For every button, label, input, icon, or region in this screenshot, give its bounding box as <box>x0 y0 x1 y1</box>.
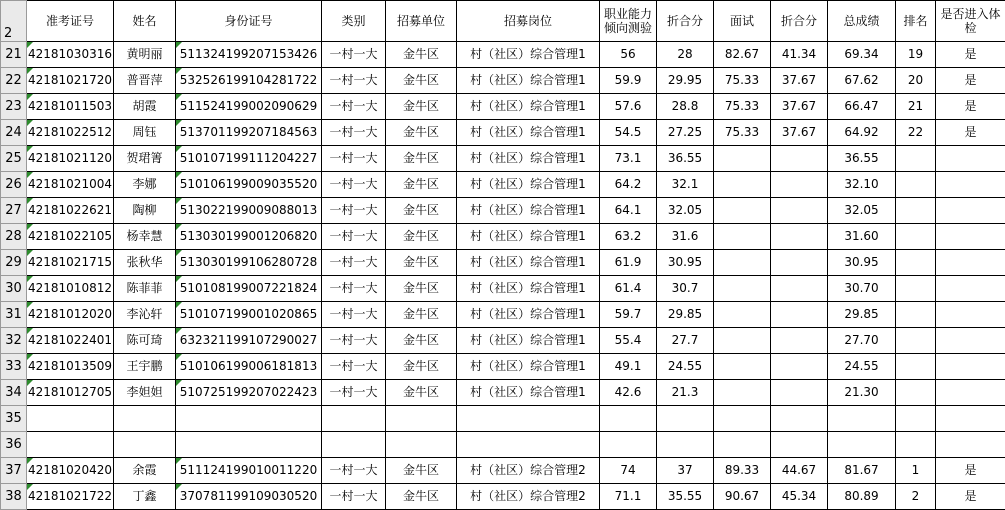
row-number[interactable]: 22 <box>1 68 27 94</box>
cell-post[interactable]: 村（社区）综合管理1 <box>457 146 600 172</box>
cell-category[interactable]: 一村一大 <box>322 354 386 380</box>
cell-aptitude-score[interactable]: 63.2 <box>600 224 657 250</box>
cell-total[interactable]: 21.30 <box>828 380 896 406</box>
cell-medical-check[interactable]: 是 <box>936 94 1005 120</box>
cell-id-card[interactable]: 510107199001020865 <box>176 302 322 328</box>
cell-medical-check[interactable]: 是 <box>936 458 1005 484</box>
cell-converted-score-1[interactable]: 37 <box>657 458 714 484</box>
cell-rank[interactable] <box>896 328 936 354</box>
cell-total[interactable]: 66.47 <box>828 94 896 120</box>
cell-unit[interactable]: 金牛区 <box>386 172 457 198</box>
cell-name[interactable]: 张秋华 <box>114 250 176 276</box>
cell-converted-score-1[interactable]: 30.7 <box>657 276 714 302</box>
header-cell-converted-score-1[interactable]: 折合分 <box>657 1 714 42</box>
cell-id-card[interactable]: 370781199109030520 <box>176 484 322 510</box>
row-number[interactable]: 23 <box>1 94 27 120</box>
cell-interview[interactable]: 89.33 <box>714 458 771 484</box>
cell-medical-check[interactable] <box>936 432 1005 458</box>
cell-medical-check[interactable] <box>936 302 1005 328</box>
cell-total[interactable]: 64.92 <box>828 120 896 146</box>
row-number[interactable]: 25 <box>1 146 27 172</box>
row-number[interactable]: 35 <box>1 406 27 432</box>
cell-converted-score-1[interactable]: 28.8 <box>657 94 714 120</box>
cell-medical-check[interactable]: 是 <box>936 120 1005 146</box>
cell-rank[interactable] <box>896 224 936 250</box>
cell-aptitude-score[interactable] <box>600 432 657 458</box>
header-cell-medical-check[interactable]: 是否进入体检 <box>936 1 1005 42</box>
cell-name[interactable]: 普晋萍 <box>114 68 176 94</box>
cell-interview[interactable] <box>714 276 771 302</box>
cell-medical-check[interactable] <box>936 276 1005 302</box>
cell-rank[interactable] <box>896 354 936 380</box>
cell-category[interactable]: 一村一大 <box>322 146 386 172</box>
cell-aptitude-score[interactable]: 55.4 <box>600 328 657 354</box>
cell-unit[interactable]: 金牛区 <box>386 146 457 172</box>
cell-aptitude-score[interactable]: 59.7 <box>600 302 657 328</box>
cell-unit[interactable] <box>386 432 457 458</box>
table-row <box>1 94 1005 120</box>
cell-exam-id[interactable] <box>27 432 114 458</box>
cell-converted-score-1[interactable]: 29.95 <box>657 68 714 94</box>
cell-id-card[interactable]: 513030199001206820 <box>176 224 322 250</box>
cell-converted-score-2[interactable] <box>771 146 828 172</box>
header-cell-name[interactable]: 姓名 <box>114 1 176 42</box>
cell-exam-id[interactable]: 42181021720 <box>27 68 114 94</box>
cell-post[interactable]: 村（社区）综合管理1 <box>457 198 600 224</box>
cell-rank[interactable] <box>896 276 936 302</box>
cell-unit[interactable]: 金牛区 <box>386 94 457 120</box>
cell-unit[interactable]: 金牛区 <box>386 42 457 68</box>
cell-total[interactable]: 81.67 <box>828 458 896 484</box>
header-cell-unit[interactable]: 招募单位 <box>386 1 457 42</box>
table-row <box>1 146 1005 172</box>
cell-unit[interactable]: 金牛区 <box>386 224 457 250</box>
cell-unit[interactable]: 金牛区 <box>386 458 457 484</box>
cell-interview[interactable] <box>714 432 771 458</box>
cell-post[interactable]: 村（社区）综合管理1 <box>457 276 600 302</box>
cell-exam-id[interactable]: 42181022512 <box>27 120 114 146</box>
cell-interview[interactable]: 90.67 <box>714 484 771 510</box>
cell-converted-score-2[interactable] <box>771 406 828 432</box>
table-row <box>1 380 1005 406</box>
cell-name[interactable]: 杨幸慧 <box>114 224 176 250</box>
cell-total[interactable] <box>828 432 896 458</box>
cell-converted-score-2[interactable]: 41.34 <box>771 42 828 68</box>
cell-interview[interactable] <box>714 380 771 406</box>
cell-rank[interactable] <box>896 432 936 458</box>
cell-converted-score-2[interactable] <box>771 328 828 354</box>
row-number[interactable]: 2 <box>1 1 27 42</box>
row-number[interactable]: 28 <box>1 224 27 250</box>
cell-total[interactable]: 30.95 <box>828 250 896 276</box>
cell-interview[interactable] <box>714 198 771 224</box>
cell-aptitude-score[interactable]: 74 <box>600 458 657 484</box>
row-number[interactable]: 29 <box>1 250 27 276</box>
cell-converted-score-2[interactable]: 37.67 <box>771 94 828 120</box>
cell-category[interactable] <box>322 432 386 458</box>
cell-category[interactable]: 一村一大 <box>322 94 386 120</box>
cell-rank[interactable] <box>896 172 936 198</box>
row-number[interactable]: 36 <box>1 432 27 458</box>
cell-unit[interactable]: 金牛区 <box>386 380 457 406</box>
cell-category[interactable]: 一村一大 <box>322 328 386 354</box>
cell-post[interactable]: 村（社区）综合管理1 <box>457 94 600 120</box>
cell-post[interactable]: 村（社区）综合管理1 <box>457 302 600 328</box>
cell-converted-score-1[interactable]: 27.7 <box>657 328 714 354</box>
table-row <box>1 354 1005 380</box>
cell-total[interactable]: 27.70 <box>828 328 896 354</box>
cell-aptitude-score[interactable]: 64.1 <box>600 198 657 224</box>
cell-medical-check[interactable]: 是 <box>936 484 1005 510</box>
cell-total[interactable]: 24.55 <box>828 354 896 380</box>
cell-id-card[interactable] <box>176 406 322 432</box>
cell-post[interactable]: 村（社区）综合管理1 <box>457 42 600 68</box>
cell-converted-score-1[interactable]: 21.3 <box>657 380 714 406</box>
cell-unit[interactable]: 金牛区 <box>386 250 457 276</box>
cell-unit[interactable]: 金牛区 <box>386 354 457 380</box>
cell-rank[interactable] <box>896 250 936 276</box>
cell-medical-check[interactable] <box>936 172 1005 198</box>
cell-medical-check[interactable] <box>936 250 1005 276</box>
row-number[interactable]: 30 <box>1 276 27 302</box>
cell-rank[interactable] <box>896 198 936 224</box>
cell-category[interactable]: 一村一大 <box>322 68 386 94</box>
cell-exam-id[interactable]: 42181013509 <box>27 354 114 380</box>
table-row <box>1 406 1005 432</box>
cell-post[interactable]: 村（社区）综合管理1 <box>457 380 600 406</box>
cell-converted-score-1[interactable]: 31.6 <box>657 224 714 250</box>
row-number[interactable]: 27 <box>1 198 27 224</box>
cell-aptitude-score[interactable]: 64.2 <box>600 172 657 198</box>
cell-medical-check[interactable] <box>936 380 1005 406</box>
row-number[interactable]: 26 <box>1 172 27 198</box>
cell-exam-id[interactable]: 42181021722 <box>27 484 114 510</box>
cell-converted-score-1[interactable]: 24.55 <box>657 354 714 380</box>
cell-name[interactable]: 李妲妲 <box>114 380 176 406</box>
cell-name[interactable]: 余霞 <box>114 458 176 484</box>
cell-name[interactable]: 黄明丽 <box>114 42 176 68</box>
cell-converted-score-2[interactable]: 45.34 <box>771 484 828 510</box>
cell-medical-check[interactable] <box>936 224 1005 250</box>
cell-exam-id[interactable]: 42181022401 <box>27 328 114 354</box>
cell-interview[interactable] <box>714 354 771 380</box>
cell-converted-score-2[interactable] <box>771 432 828 458</box>
cell-unit[interactable] <box>386 406 457 432</box>
cell-id-card[interactable]: 511324199207153426 <box>176 42 322 68</box>
cell-unit[interactable]: 金牛区 <box>386 328 457 354</box>
cell-category[interactable]: 一村一大 <box>322 302 386 328</box>
cell-converted-score-2[interactable] <box>771 172 828 198</box>
cell-converted-score-1[interactable] <box>657 432 714 458</box>
cell-converted-score-1[interactable]: 32.05 <box>657 198 714 224</box>
cell-exam-id[interactable]: 42181020420 <box>27 458 114 484</box>
cell-aptitude-score[interactable] <box>600 406 657 432</box>
cell-name[interactable]: 陶柳 <box>114 198 176 224</box>
cell-rank[interactable]: 19 <box>896 42 936 68</box>
cell-id-card[interactable]: 511124199010011220 <box>176 458 322 484</box>
cell-id-card[interactable]: 532526199104281722 <box>176 68 322 94</box>
cell-rank[interactable] <box>896 406 936 432</box>
table-row <box>1 458 1005 484</box>
cell-id-card[interactable]: 632321199107290027 <box>176 328 322 354</box>
cell-interview[interactable] <box>714 406 771 432</box>
cell-id-card[interactable]: 510106199009035520 <box>176 172 322 198</box>
cell-total[interactable]: 36.55 <box>828 146 896 172</box>
cell-post[interactable]: 村（社区）综合管理2 <box>457 484 600 510</box>
row-number[interactable]: 37 <box>1 458 27 484</box>
cell-medical-check[interactable] <box>936 328 1005 354</box>
cell-unit[interactable]: 金牛区 <box>386 302 457 328</box>
cell-id-card[interactable]: 513030199106280728 <box>176 250 322 276</box>
cell-rank[interactable]: 1 <box>896 458 936 484</box>
cell-total[interactable]: 32.10 <box>828 172 896 198</box>
cell-aptitude-score[interactable]: 56 <box>600 42 657 68</box>
cell-medical-check[interactable] <box>936 354 1005 380</box>
cell-category[interactable]: 一村一大 <box>322 380 386 406</box>
cell-exam-id[interactable]: 42181021004 <box>27 172 114 198</box>
cell-converted-score-1[interactable]: 36.55 <box>657 146 714 172</box>
cell-post[interactable]: 村（社区）综合管理1 <box>457 172 600 198</box>
cell-id-card[interactable]: 510725199207022423 <box>176 380 322 406</box>
cell-name[interactable] <box>114 432 176 458</box>
cell-id-card[interactable]: 513022199009088013 <box>176 198 322 224</box>
cell-post[interactable]: 村（社区）综合管理1 <box>457 224 600 250</box>
cell-name[interactable]: 陈菲菲 <box>114 276 176 302</box>
cell-converted-score-2[interactable]: 44.67 <box>771 458 828 484</box>
row-number[interactable]: 31 <box>1 302 27 328</box>
cell-category[interactable]: 一村一大 <box>322 250 386 276</box>
cell-interview[interactable]: 75.33 <box>714 68 771 94</box>
cell-exam-id[interactable]: 42181010812 <box>27 276 114 302</box>
cell-aptitude-score[interactable]: 57.6 <box>600 94 657 120</box>
cell-aptitude-score[interactable]: 59.9 <box>600 68 657 94</box>
cell-medical-check[interactable]: 是 <box>936 42 1005 68</box>
cell-exam-id[interactable]: 42181011503 <box>27 94 114 120</box>
cell-medical-check[interactable] <box>936 198 1005 224</box>
cell-post[interactable]: 村（社区）综合管理1 <box>457 68 600 94</box>
cell-rank[interactable]: 22 <box>896 120 936 146</box>
cell-aptitude-score[interactable]: 71.1 <box>600 484 657 510</box>
row-number[interactable]: 33 <box>1 354 27 380</box>
cell-category[interactable]: 一村一大 <box>322 224 386 250</box>
cell-total[interactable]: 29.85 <box>828 302 896 328</box>
cell-id-card[interactable]: 510107199111204227 <box>176 146 322 172</box>
table-row <box>1 224 1005 250</box>
header-cell-interview[interactable]: 面试 <box>714 1 771 42</box>
cell-interview[interactable] <box>714 224 771 250</box>
cell-interview[interactable]: 75.33 <box>714 94 771 120</box>
cell-name[interactable]: 李娜 <box>114 172 176 198</box>
cell-converted-score-1[interactable]: 28 <box>657 42 714 68</box>
header-cell-aptitude-score[interactable]: 职业能力倾向测验 <box>600 1 657 42</box>
cell-name[interactable]: 李沁轩 <box>114 302 176 328</box>
header-cell-converted-score-2[interactable]: 折合分 <box>771 1 828 42</box>
header-row <box>1 1 1005 42</box>
cell-post[interactable]: 村（社区）综合管理1 <box>457 328 600 354</box>
cell-exam-id[interactable]: 42181022105 <box>27 224 114 250</box>
header-cell-category[interactable]: 类别 <box>322 1 386 42</box>
cell-unit[interactable]: 金牛区 <box>386 120 457 146</box>
cell-interview[interactable] <box>714 250 771 276</box>
cell-rank[interactable]: 2 <box>896 484 936 510</box>
table-row <box>1 68 1005 94</box>
cell-category[interactable]: 一村一大 <box>322 42 386 68</box>
cell-id-card[interactable] <box>176 432 322 458</box>
table-row <box>1 276 1005 302</box>
cell-unit[interactable]: 金牛区 <box>386 276 457 302</box>
table-row <box>1 198 1005 224</box>
cell-id-card[interactable]: 510106199006181813 <box>176 354 322 380</box>
cell-total[interactable] <box>828 406 896 432</box>
cell-total[interactable]: 80.89 <box>828 484 896 510</box>
cell-converted-score-2[interactable] <box>771 276 828 302</box>
cell-converted-score-2[interactable] <box>771 354 828 380</box>
cell-name[interactable]: 贺珺箐 <box>114 146 176 172</box>
cell-name[interactable]: 丁鑫 <box>114 484 176 510</box>
cell-interview[interactable]: 82.67 <box>714 42 771 68</box>
header-cell-id-card[interactable]: 身份证号 <box>176 1 322 42</box>
cell-interview[interactable] <box>714 302 771 328</box>
cell-category[interactable]: 一村一大 <box>322 458 386 484</box>
cell-exam-id[interactable]: 42181012705 <box>27 380 114 406</box>
table-row <box>1 120 1005 146</box>
cell-interview[interactable] <box>714 328 771 354</box>
cell-interview[interactable] <box>714 146 771 172</box>
cell-converted-score-2[interactable] <box>771 380 828 406</box>
cell-converted-score-2[interactable]: 37.67 <box>771 120 828 146</box>
row-number[interactable]: 34 <box>1 380 27 406</box>
cell-id-card[interactable]: 510108199007221824 <box>176 276 322 302</box>
cell-post[interactable] <box>457 432 600 458</box>
cell-name[interactable] <box>114 406 176 432</box>
cell-exam-id[interactable]: 42181021715 <box>27 250 114 276</box>
cell-aptitude-score[interactable]: 61.4 <box>600 276 657 302</box>
row-number[interactable]: 21 <box>1 42 27 68</box>
cell-post[interactable]: 村（社区）综合管理1 <box>457 120 600 146</box>
table-row <box>1 302 1005 328</box>
cell-rank[interactable]: 21 <box>896 94 936 120</box>
header-cell-post[interactable]: 招募岗位 <box>457 1 600 42</box>
cell-aptitude-score[interactable]: 49.1 <box>600 354 657 380</box>
cell-exam-id[interactable]: 42181030316 <box>27 42 114 68</box>
row-number[interactable]: 24 <box>1 120 27 146</box>
cell-converted-score-1[interactable]: 29.85 <box>657 302 714 328</box>
cell-category[interactable] <box>322 406 386 432</box>
table-row <box>1 328 1005 354</box>
cell-rank[interactable]: 20 <box>896 68 936 94</box>
cell-name[interactable]: 胡霞 <box>114 94 176 120</box>
cell-converted-score-2[interactable]: 37.67 <box>771 68 828 94</box>
row-number[interactable]: 38 <box>1 484 27 510</box>
header-cell-exam-id[interactable]: 准考证号 <box>27 1 114 42</box>
cell-medical-check[interactable] <box>936 406 1005 432</box>
cell-unit[interactable]: 金牛区 <box>386 484 457 510</box>
cell-post[interactable] <box>457 406 600 432</box>
cell-total[interactable]: 67.62 <box>828 68 896 94</box>
table-row <box>1 172 1005 198</box>
cell-category[interactable]: 一村一大 <box>322 484 386 510</box>
cell-total[interactable]: 30.70 <box>828 276 896 302</box>
cell-interview[interactable]: 75.33 <box>714 120 771 146</box>
header-cell-rank[interactable]: 排名 <box>896 1 936 42</box>
cell-category[interactable]: 一村一大 <box>322 276 386 302</box>
cell-exam-id[interactable]: 42181022621 <box>27 198 114 224</box>
cell-id-card[interactable]: 511524199002090629 <box>176 94 322 120</box>
cell-post[interactable]: 村（社区）综合管理1 <box>457 250 600 276</box>
header-cell-total[interactable]: 总成绩 <box>828 1 896 42</box>
cell-converted-score-1[interactable]: 35.55 <box>657 484 714 510</box>
table-row <box>1 484 1005 510</box>
cell-rank[interactable] <box>896 146 936 172</box>
cell-aptitude-score[interactable]: 73.1 <box>600 146 657 172</box>
cell-category[interactable]: 一村一大 <box>322 198 386 224</box>
cell-total[interactable]: 69.34 <box>828 42 896 68</box>
cell-aptitude-score[interactable]: 61.9 <box>600 250 657 276</box>
cell-name[interactable]: 陈可琦 <box>114 328 176 354</box>
cell-name[interactable]: 周钰 <box>114 120 176 146</box>
table-row <box>1 250 1005 276</box>
cell-medical-check[interactable]: 是 <box>936 68 1005 94</box>
cell-name[interactable]: 王宇鹏 <box>114 354 176 380</box>
cell-exam-id[interactable] <box>27 406 114 432</box>
table-row <box>1 42 1005 68</box>
cell-converted-score-1[interactable]: 30.95 <box>657 250 714 276</box>
cell-exam-id[interactable]: 42181021120 <box>27 146 114 172</box>
cell-converted-score-1[interactable] <box>657 406 714 432</box>
cell-aptitude-score[interactable]: 54.5 <box>600 120 657 146</box>
cell-category[interactable]: 一村一大 <box>322 172 386 198</box>
cell-converted-score-2[interactable] <box>771 198 828 224</box>
row-number[interactable]: 32 <box>1 328 27 354</box>
cell-id-card[interactable]: 513701199207184563 <box>176 120 322 146</box>
cell-interview[interactable] <box>714 172 771 198</box>
cell-converted-score-2[interactable] <box>771 224 828 250</box>
cell-unit[interactable]: 金牛区 <box>386 198 457 224</box>
cell-medical-check[interactable] <box>936 146 1005 172</box>
cell-post[interactable]: 村（社区）综合管理2 <box>457 458 600 484</box>
cell-total[interactable]: 31.60 <box>828 224 896 250</box>
cell-exam-id[interactable]: 42181012020 <box>27 302 114 328</box>
cell-rank[interactable] <box>896 380 936 406</box>
cell-unit[interactable]: 金牛区 <box>386 68 457 94</box>
cell-category[interactable]: 一村一大 <box>322 120 386 146</box>
cell-total[interactable]: 32.05 <box>828 198 896 224</box>
cell-converted-score-1[interactable]: 32.1 <box>657 172 714 198</box>
cell-post[interactable]: 村（社区）综合管理1 <box>457 354 600 380</box>
cell-converted-score-1[interactable]: 27.25 <box>657 120 714 146</box>
table-row <box>1 432 1005 458</box>
cell-aptitude-score[interactable]: 42.6 <box>600 380 657 406</box>
cell-converted-score-2[interactable] <box>771 250 828 276</box>
cell-rank[interactable] <box>896 302 936 328</box>
cell-converted-score-2[interactable] <box>771 302 828 328</box>
